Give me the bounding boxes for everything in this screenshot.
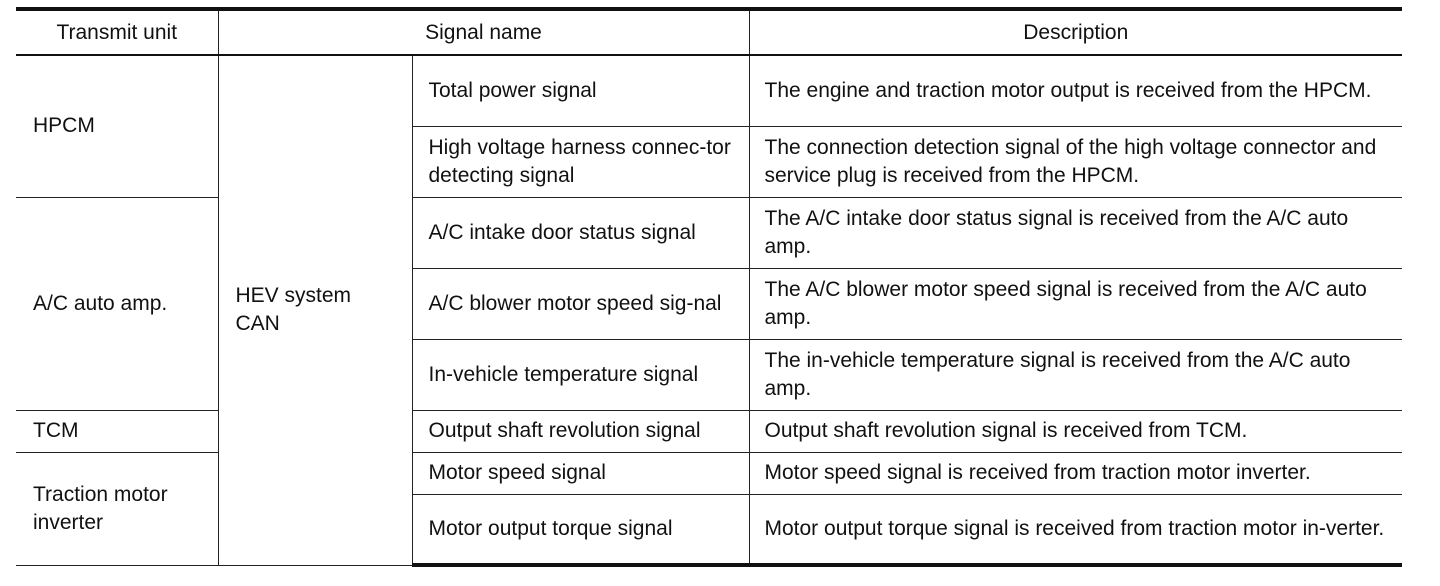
can-signal-table: [16, 7, 1402, 567]
header-signal-name: Signal name: [218, 9, 749, 55]
signal-name-cell: A/C intake door status signal: [412, 197, 749, 268]
description-cell: The A/C intake door status signal is received from the A/C auto amp.: [749, 197, 1402, 268]
signal-name-cell: Motor speed signal: [412, 452, 749, 494]
table-row: [16, 55, 1402, 126]
header-transmit-unit: Transmit unit: [16, 9, 218, 55]
transmit-unit-hpcm: HPCM: [16, 55, 218, 197]
signal-name-cell: A/C blower motor speed sig-nal: [412, 268, 749, 339]
transmit-unit-ac-auto-amp: A/C auto amp.: [16, 197, 218, 410]
signal-name-cell: Total power signal: [412, 55, 749, 126]
signal-name-cell: Output shaft revolution signal: [412, 410, 749, 452]
description-cell: The A/C blower motor speed signal is received from the A/C auto amp.: [749, 268, 1402, 339]
system-can-cell: HEV system CAN: [218, 55, 412, 565]
transmit-unit-traction-motor-inverter: Traction motor inverter: [16, 452, 218, 565]
description-cell: The engine and traction motor output is received from the HPCM.: [749, 55, 1402, 126]
description-cell: The connection detection signal of the high voltage connector and service plug is received from the HPCM.: [749, 126, 1402, 197]
signal-table-container: [16, 7, 1402, 567]
signal-name-cell: High voltage harness connec-tor detecting signal: [412, 126, 749, 197]
transmit-unit-tcm: TCM: [16, 410, 218, 452]
signal-name-cell: Motor output torque signal: [412, 494, 749, 565]
table-header-row: [16, 9, 1402, 55]
header-description: Description: [749, 9, 1402, 55]
description-cell: Output shaft revolution signal is received from TCM.: [749, 410, 1402, 452]
description-cell: Motor output torque signal is received from traction motor in-verter.: [749, 494, 1402, 565]
signal-name-cell: In-vehicle temperature signal: [412, 339, 749, 410]
description-cell: Motor speed signal is received from traction motor inverter.: [749, 452, 1402, 494]
description-cell: The in-vehicle temperature signal is received from the A/C auto amp.: [749, 339, 1402, 410]
